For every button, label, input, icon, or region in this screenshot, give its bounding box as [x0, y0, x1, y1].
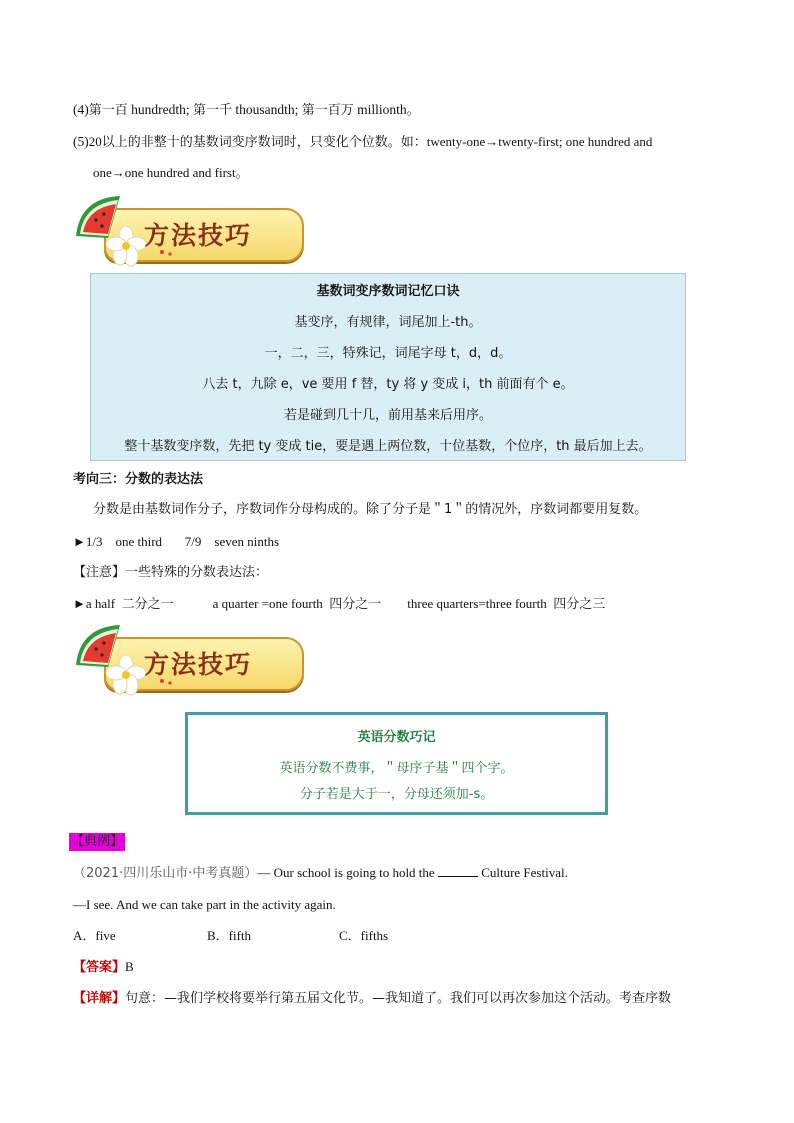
list-item-4-cn1: 第一百: [88, 103, 128, 118]
question-source: 2021·四川乐山市·中考真题: [86, 866, 245, 881]
list-item-4-label: (4): [73, 102, 89, 117]
fraction-tip-box: [185, 712, 608, 815]
list-item-4-en1: hundredth;: [127, 102, 194, 117]
note-text: 一些特殊的分数表达法：: [125, 565, 269, 580]
mnemonic-line: 八去 t，九除 e，ve 要用 f 替，ty 将 y 变成 i，th 前面有个 e。: [202, 377, 574, 392]
list-item-5-line1: 20以上的非整十的基数词变序数词时，只变化个位数。如：twenty-one→twenty-first; one hundred and: [88, 134, 653, 149]
reply-line: —I see. And we can take part in the activity again.: [73, 897, 336, 912]
mnemonic-line: 一，二，三，特殊记，词尾字母 t，d，d。: [264, 346, 512, 361]
source-open: （: [73, 866, 87, 881]
method-banner: [72, 621, 304, 699]
answer-value: B: [125, 959, 134, 974]
section-paragraph: 分数是由基数词作分子，序数词作分母构成的。除了分子是＂1＂的情况外，序数词都要用复数。: [93, 502, 648, 517]
special-fractions: ►a half 二分之一 a quarter =one fourth 四分之一 three quarters=three fourth 四分之三: [73, 596, 606, 611]
question-text-after: Culture Festival.: [477, 865, 568, 880]
detail-line: [73, 989, 671, 1008]
list-item-4-end: 。: [406, 103, 420, 118]
list-item-4-en3: millionth: [353, 102, 407, 117]
answer-blank: [438, 864, 478, 877]
banner-title: 方法技巧: [144, 650, 253, 679]
mnemonic-box: [90, 273, 686, 461]
fraction-tip-title: 英语分数巧记: [357, 730, 436, 745]
section-heading: 考向三：分数的表达法: [73, 472, 204, 487]
list-item-5-line2: one→one hundred and first。: [93, 165, 249, 180]
option-b: B．fifth: [207, 928, 252, 943]
fraction-example: ►1/3 one third 7/9 seven ninths: [73, 534, 280, 549]
source-close: ）: [244, 866, 258, 881]
mnemonic-line: 若是碰到几十几，前用基来后用序。: [283, 408, 492, 423]
fraction-tip-line: 英语分数不费事，＂母序子基＂四个字。: [279, 761, 514, 776]
list-item-4-en2: thousandth;: [232, 102, 302, 117]
mnemonic-title: 基数词变序数词记忆口诀: [316, 284, 460, 299]
option-c: C．fifths: [339, 928, 389, 943]
list-item-4-cn3: 第一百万: [301, 103, 354, 118]
method-banner: [72, 192, 304, 270]
fraction-tip-line: 分子若是大于一，分母还须加-s。: [299, 787, 494, 802]
option-a: A．five: [73, 928, 116, 943]
answer-line: [73, 958, 134, 977]
list-item-4-cn2: 第一千: [193, 103, 233, 118]
example-tag: 【典例】: [71, 834, 124, 849]
mnemonic-line: 整十基数变序数，先把 ty 变成 tie，要是遇上两位数，十位基数，个位序，th 最后加上去。: [124, 439, 652, 454]
list-item-5: [73, 133, 652, 151]
mnemonic-line: 基变序，有规律，词尾加上-th。: [294, 315, 482, 330]
list-item-5-label: (5): [73, 134, 89, 149]
banner-title: 方法技巧: [144, 221, 253, 250]
note-label: 【注意】: [73, 565, 126, 580]
detail-label: 【详解】: [73, 991, 126, 1006]
detail-text: 句意：—我们学校将要举行第五届文化节。—我知道了。我们可以再次参加这个活动。考查序数: [125, 991, 672, 1006]
question-text-before: — Our school is going to hold the: [257, 865, 438, 880]
list-item-4: [73, 101, 420, 120]
question-line: [73, 864, 568, 883]
answer-label: 【答案】: [73, 960, 126, 975]
note-line: [73, 564, 268, 582]
